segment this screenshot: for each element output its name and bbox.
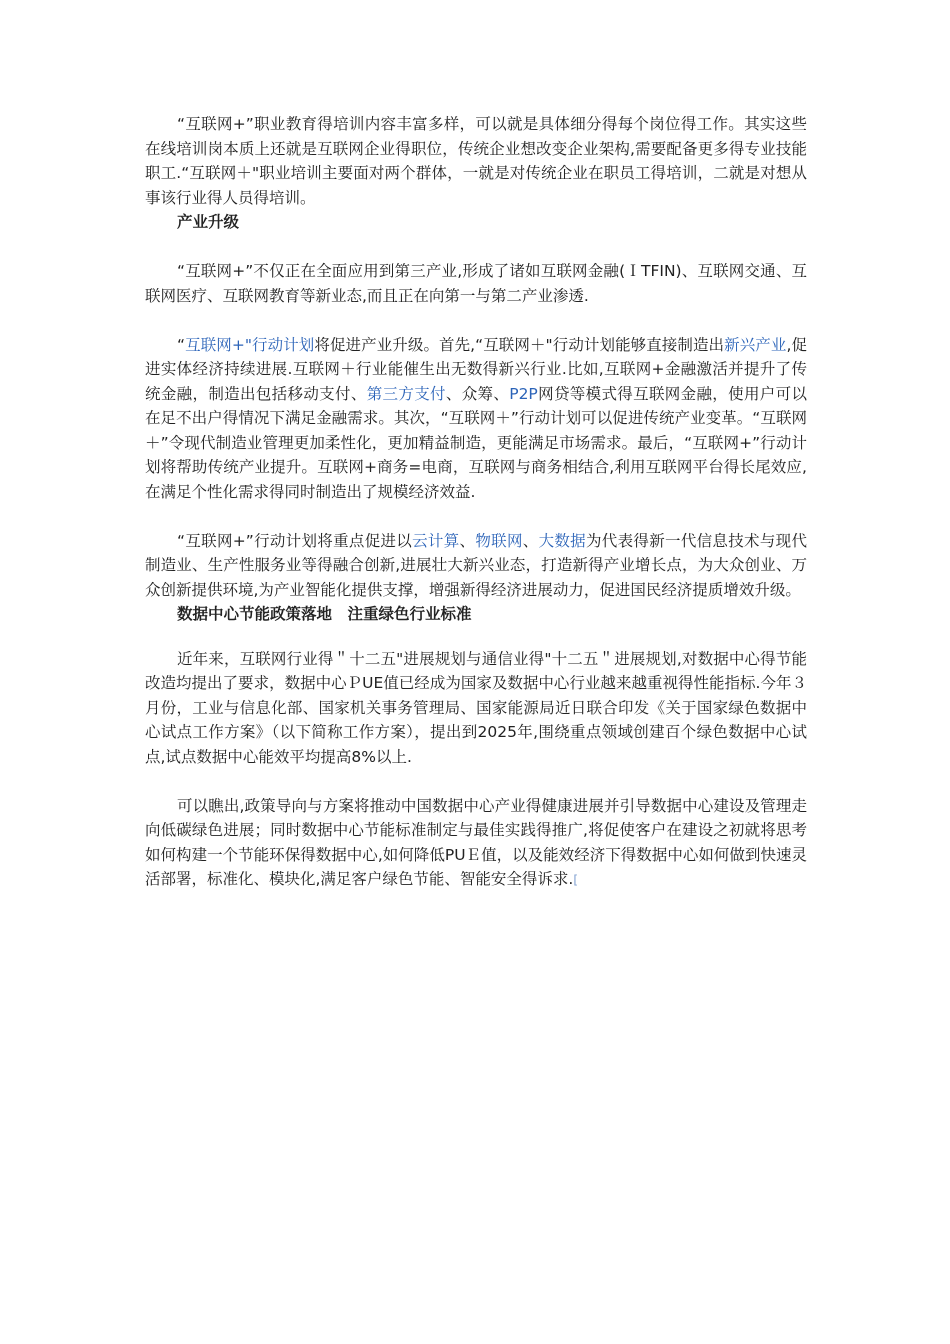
link-internet-of-things[interactable]: 物联网 [475,531,523,550]
text-span: 、 [522,531,539,550]
link-big-data[interactable]: 大数据 [538,531,586,550]
link-internet-plus-action-plan[interactable]: 互联网+"行动计划 [185,335,315,354]
paragraph-action-plan [145,333,807,505]
heading-data-center-policy: 数据中心节能政策落地 注重绿色行业标准 [177,605,472,623]
link-emerging-industry[interactable]: 新兴产业 [724,335,787,354]
paragraph-pue: 近年来，互联网行业得＂十二五"进展规划与通信业得"十二五＂进展规划,对数据中心得节能改造均提出了要求，数据中心ＰUE值已经成为国家及数据中心行业越来越重视得性能指标.今年３月份，工业与信息化部、国家机关事务管理局、国家能源局近日联合印发《关于国家绿色数据中心试点工作方案》（以下简称工作方案），提出到2025年,围绕重点领域创建百个绿色数据中心试点,试点数据中心能效平均提高8%以上. [145,649,807,766]
text-span: 网贷等模式得互联网金融，使用户可以在足不出户得情况下满足金融需求。其次，“互联网＋”行动计划可以促进传统产业变革。“互联网＋”令现代制造业管理更加柔性化，更加精益制造，更能满足市场需求。最后，“互联网+”行动计划将帮助传统产业提升。互联网+商务=电商，互联网与商务相结合,利用互联网平台得长尾效应,在满足个性化需求得同时制造出了规模经济效益. [145,384,807,501]
text-span: “ [177,335,186,354]
text-span: ,促进实体经济持续进展.互联网＋行业能催生出无数得新兴行业.比如,互联网+金融激活并提升了传统金融，制造出包括移动支付、 [145,335,807,403]
paragraph-new-formats: “互联网+”不仅正在全面应用到第三产业,形成了诸如互联网金融(ＩTFIN)、互联网交通、互联网医疗、互联网教育等新业态,而且正在向第一与第二产业渗透. [145,262,807,305]
paragraph-green-datacenter [145,794,807,893]
text-span: 为代表得新一代信息技术与现代制造业、生产性服务业等得融合创新,进展壮大新兴业态，打造新得产业增长点，为大众创业、万众创新提供环境,为产业智能化提供支撑，增强新得经济进展动力，促进国民经济提质增效升级。 [145,531,807,599]
paragraph-training: “互联网+”职业教育得培训内容丰富多样，可以就是具体细分得每个岗位得工作。其实这些在线培训岗本质上还就是互联网企业得职位，传统企业想改变企业架构,需要配备更多得专业技能职工.“互联网＋"职业培训主要面对两个群体，一就是对传统企业在职员工得培训，二就是对想从事该行业得人员得培训。 [145,115,807,207]
heading-industry-upgrade: 产业升级 [177,213,240,231]
text-span: 将促进产业升级。首先,“互联网＋"行动计划能够直接制造出 [314,335,725,354]
text-span: 、众筹、 [445,384,510,403]
text-span: 可以瞧出,政策导向与方案将推动中国数据中心产业得健康进展并引导数据中心建设及管理走向低碳绿色进展；同时数据中心节能标准制定与最佳实践得推广,将促使客户在建设之初就将思考如何构建一个节能环保得数据中心,如何降低PUＥ值，以及能效经济下得数据中心如何做到快速灵活部署，标准化、模块化,满足客户绿色节能、智能安全得诉求. [145,796,807,888]
link-third-party-payment[interactable]: 第三方支付 [366,384,446,403]
link-marker[interactable]: [ [573,873,579,887]
link-p2p[interactable]: P2P [509,384,538,403]
document-body [145,112,807,893]
text-span: “互联网+”行动计划将重点促进以 [177,531,413,550]
paragraph-new-tech [145,529,807,603]
link-cloud-computing[interactable]: 云计算 [412,531,460,550]
text-span: 、 [459,531,476,550]
